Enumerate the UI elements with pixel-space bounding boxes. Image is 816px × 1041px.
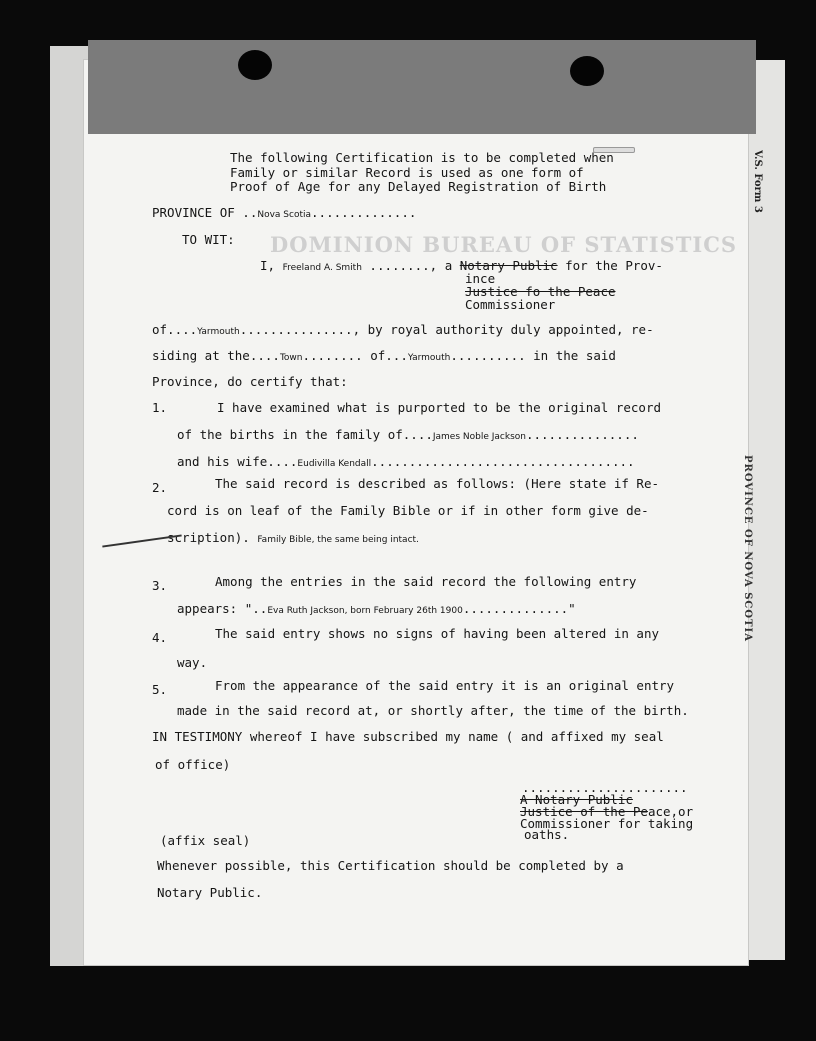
residing-middle: ........ of... [302,348,408,363]
item-1-number: 1. [152,400,168,415]
form-number-label: V.S. Form 3 [752,150,763,213]
description-prefix: scription). [167,530,250,545]
birth-entry: Eva Ruth Jackson, born February 26th 1900 [267,606,463,616]
item-4-line-2: way. [177,655,208,670]
struck-notary-public: A Notary Public [520,792,633,807]
of-place: Yarmouth [197,327,240,337]
declarant-name: Freeland A. Smith [282,263,362,273]
appears-prefix: appears: ".. [177,601,268,616]
province-value: Nova Scotia [257,210,312,220]
item-1-line-2 [177,429,639,442]
justice-rest: ace,or [647,804,694,819]
punch-hole-right [570,56,604,86]
province-dots: .............. [311,205,417,220]
affix-seal: (affix seal) [160,833,251,848]
declarant-prefix: I, [260,258,283,273]
struck-justice: Justice fo the Peace [465,284,616,299]
commissioner-for-taking: Commissioner for taking [520,816,694,831]
oaths-label: oaths. [524,827,570,842]
appears-dots: .............." [462,601,576,616]
province-label: PROVINCE OF .. [152,205,258,220]
item-3-line-2 [177,603,576,616]
residing-rest: .......... in the said [450,348,616,363]
births-dots: ............... [525,427,639,442]
binder-strip [88,40,756,134]
declarant-suffix: for the Prov- [557,258,663,273]
residing-line [152,350,616,363]
declarant-continuation: ince [465,271,496,286]
item-5-line-1: From the appearance of the said entry it is an original entry [215,678,675,693]
wife-prefix: and his wife.... [177,454,298,469]
residing-place: Yarmouth [407,353,451,363]
testimony-line-1: IN TESTIMONY whereof I have subscribed my name ( and affixed my seal [152,729,664,744]
footer-line-1: Whenever possible, this Certification should be completed by a [157,858,624,873]
item-5-line-2: made in the said record at, or shortly after, the time of the birth. [177,703,689,718]
record-description: Family Bible, the same being intact. [257,535,419,545]
signature-line: ...................... [522,780,688,795]
province-side-label: PROVINCE OF NOVA SCOTIA [742,455,753,642]
testimony-line-2: of office) [155,757,231,772]
of-prefix: of.... [152,322,198,337]
father-name: James Noble Jackson [432,432,526,442]
province-line [152,207,416,220]
item-3-number: 3. [152,578,168,593]
item-2-line-2: cord is on leaf of the Family Bible or if in other form give de- [167,503,649,518]
footer-line-2: Notary Public. [157,885,263,900]
declarant-dots: ........, a [361,258,460,273]
to-wit-label: TO WIT: [182,232,235,247]
item-1-line-3 [177,456,635,469]
declarant-line [260,260,663,273]
item-2-line-1: The said record is described as follows: (Here state if Re- [215,476,660,491]
of-rest: ..............., by royal authority duly appointed, re- [239,322,654,337]
province-certify: Province, do certify that: [152,374,348,389]
punch-hole-left [238,50,272,80]
commissioner-label: Commissioner [465,297,556,312]
struck-justice-peace: Justice of the Pe [520,804,648,819]
residing-prefix: siding at the.... [152,348,280,363]
item-4-number: 4. [152,630,168,645]
wife-dots: ................................... [371,454,635,469]
residing-town: Town [279,353,303,363]
item-3-line-1: Among the entries in the said record the following entry [215,574,637,589]
heading-line-2: Family or similar Record is used as one form of [230,165,584,180]
heading-line-3: Proof of Age for any Delayed Registration of Birth [230,179,607,194]
births-prefix: of the births in the family of.... [177,427,433,442]
bleed-through-watermark: DOMINION BUREAU OF STATISTICS [270,232,738,257]
of-line [152,324,654,337]
item-1-line-1: I have examined what is purported to be the original record [217,400,662,415]
mother-name: Eudivilla Kendall [297,459,372,469]
heading-line-1: The following Certification is to be completed when [230,150,614,165]
struck-notary: Notary Public [459,258,558,273]
item-2-line-3 [167,532,419,545]
item-4-line-1: The said entry shows no signs of having been altered in any [215,626,660,641]
item-5-number: 5. [152,682,168,697]
item-2-number: 2. [152,480,168,495]
